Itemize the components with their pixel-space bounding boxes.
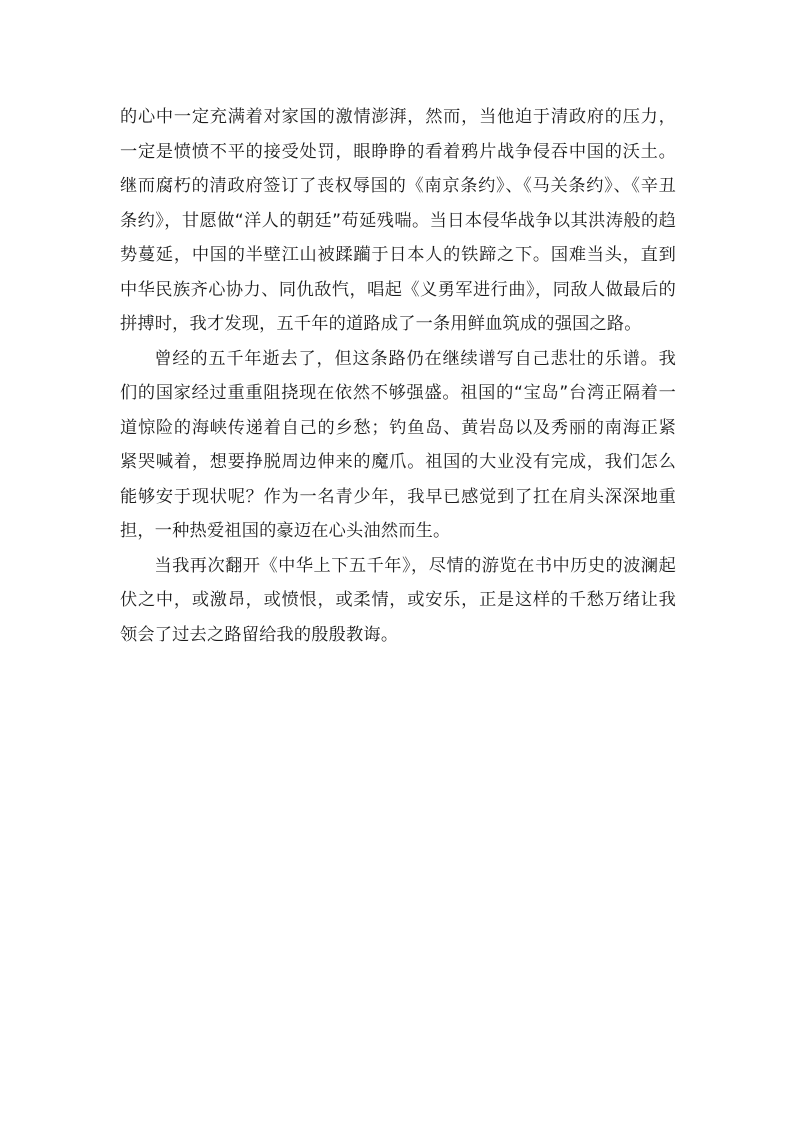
paragraph-1: 的心中一定充满着对家国的激情澎湃，然而，当他迫于清政府的压力，一定是愤愤不平的接受处罚，眼睁睁的看着鸦片战争侵吞中国的沃土。继而腐朽的清政府签订了丧权辱国的《南京条约》、《马关条约》、《辛丑条约》，甘愿做“洋人的朝廷”苟延残喘。当日本侵华战争以其洪涛般的趋势蔓延，中国的半壁江山被蹂躏于日本人的铁蹄之下。国难当头，直到中华民族齐心协力、同仇敌忾，唱起《义勇军进行曲》，同敌人做最后的拼搏时，我才发现，五千年的道路成了一条用鲜血筑成的强国之路。	[120, 107, 676, 334]
document-body	[120, 100, 676, 652]
paragraph-2: 曾经的五千年逝去了，但这条路仍在继续谱写自己悲壮的乐谱。我们的国家经过重重阻挠现在依然不够强盛。祖国的“宝岛”台湾正隔着一道惊险的海峡传递着自己的乡愁；钓鱼岛、黄岩岛以及秀丽的南海正紧紧哭喊着，想要挣脱周边伸来的魔爪。祖国的大业没有完成，我们怎么能够安于现状呢？作为一名青少年，我早已感觉到了扛在肩头深深地重担，一种热爱祖国的豪迈在心头油然而生。	[120, 348, 676, 541]
paragraph-3: 当我再次翻开《中华上下五千年》，尽情的游览在书中历史的波澜起伏之中，或激昂，或愤恨，或柔情，或安乐，正是这样的千愁万绪让我领会了过去之路留给我的殷殷教诲。	[120, 555, 676, 645]
